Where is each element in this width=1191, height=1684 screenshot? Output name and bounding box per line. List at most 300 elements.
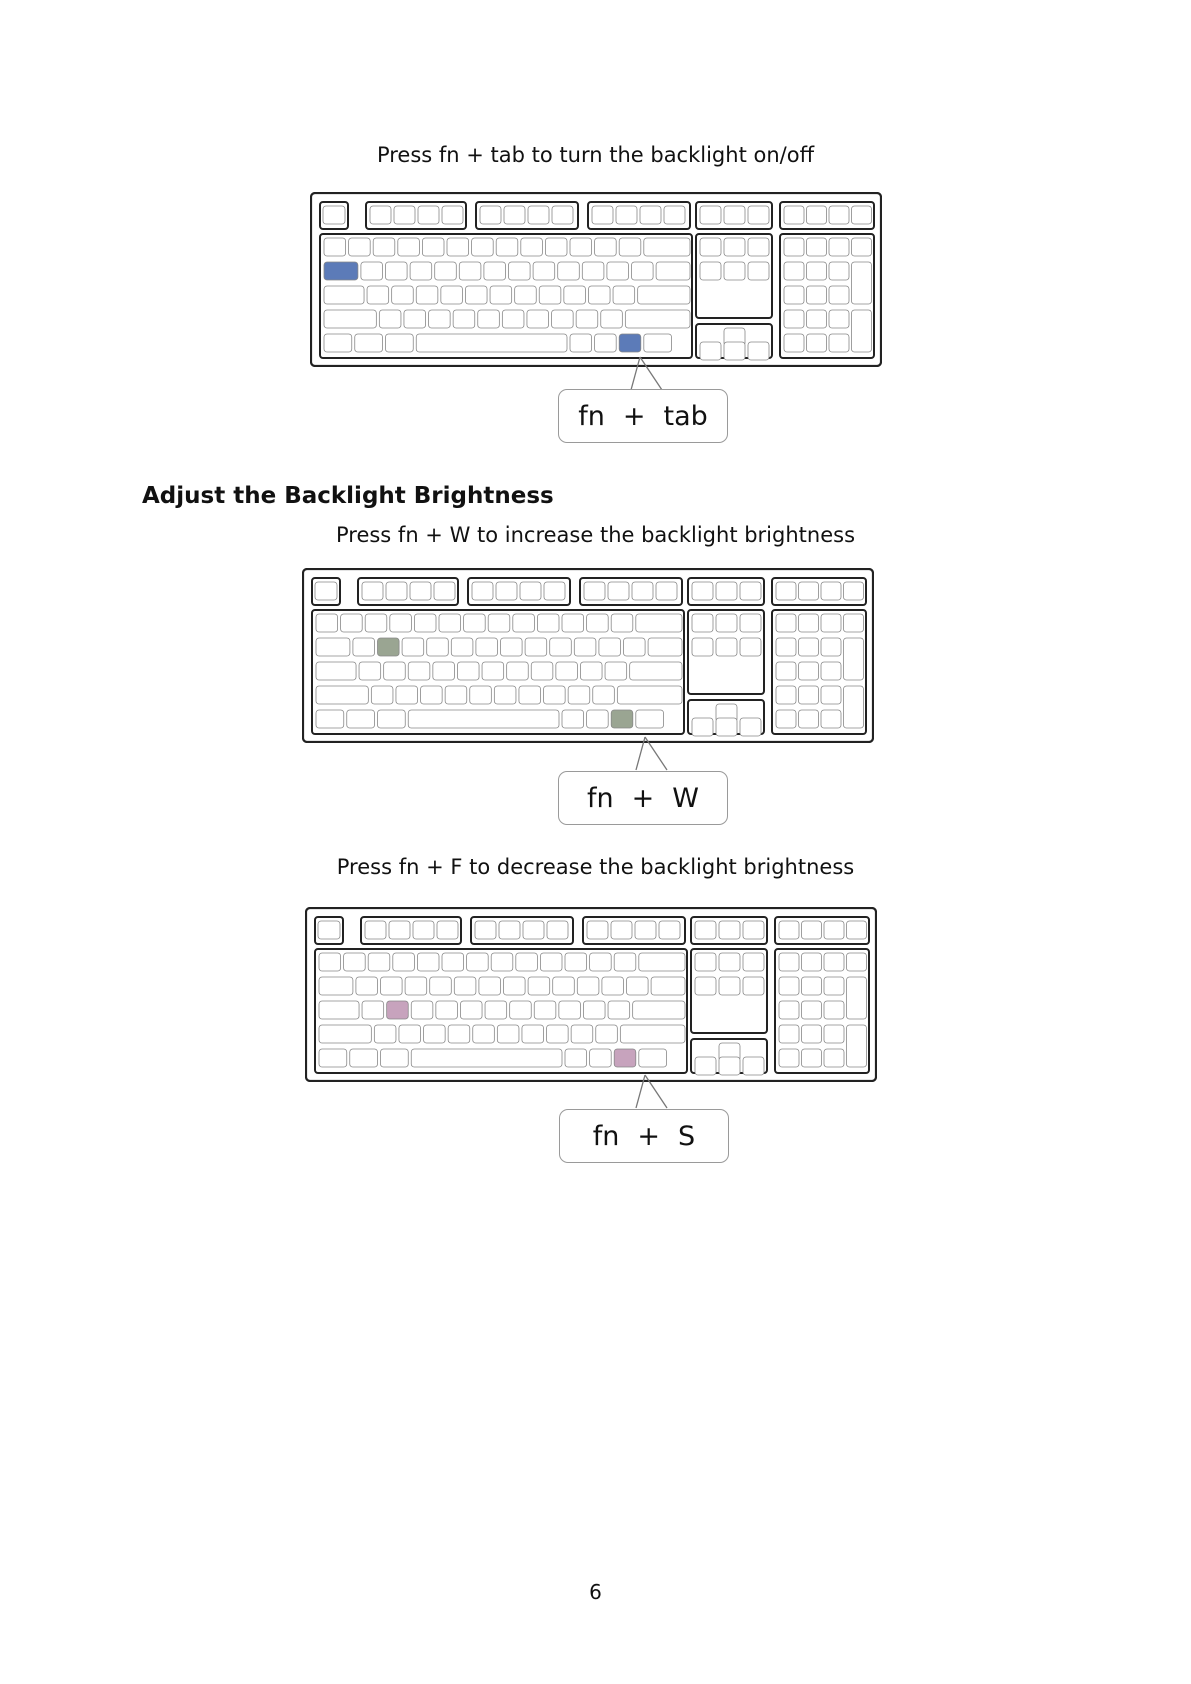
- key-x: [399, 1025, 421, 1043]
- key-down: [719, 1057, 740, 1075]
- key-n11: [719, 977, 740, 995]
- key-f9: [592, 206, 613, 224]
- numpad-key: [802, 977, 822, 995]
- key-combo-callout-fn-s: [559, 1109, 729, 1163]
- numpad-key: [799, 686, 819, 704]
- key-.: [571, 1025, 593, 1043]
- numpad-key: [776, 662, 796, 680]
- key-f12: [659, 921, 680, 939]
- key-l: [559, 1001, 581, 1019]
- key-fn: [611, 710, 633, 728]
- key-f1: [370, 206, 391, 224]
- numpad-key: [852, 262, 872, 304]
- key-f1: [365, 921, 386, 939]
- key-7: [491, 953, 513, 971]
- key-f11: [635, 921, 656, 939]
- combo-key-fn: fn: [578, 400, 605, 432]
- numpad-key: [802, 1001, 822, 1019]
- key-enter: [638, 286, 690, 304]
- numpad-key: [799, 662, 819, 680]
- key-f11: [640, 206, 661, 224]
- key-down: [724, 342, 745, 360]
- key-f1: [362, 582, 383, 600]
- key-rcontrol: [644, 334, 672, 352]
- key-roption: [595, 334, 617, 352]
- numpad-key: [847, 1025, 867, 1067]
- key-4: [422, 238, 444, 256]
- key-`: [324, 238, 346, 256]
- key-f5: [480, 206, 501, 224]
- key-s: [392, 286, 414, 304]
- numpad-key: [844, 638, 864, 680]
- key-tab: [319, 977, 353, 995]
- key-m: [527, 310, 549, 328]
- key-v: [453, 310, 475, 328]
- key-b: [473, 1025, 495, 1043]
- numpad-key: [779, 1049, 799, 1067]
- key-m1: [807, 206, 827, 224]
- key-8: [521, 238, 543, 256]
- key-n10: [695, 977, 716, 995]
- key-8: [516, 953, 538, 971]
- combo-plus: +: [631, 782, 655, 814]
- caption-backlight-toggle: Press fn + tab to turn the backlight on/off: [376, 143, 815, 167]
- numpad-key: [852, 238, 872, 256]
- key-0: [565, 953, 587, 971]
- key-c: [429, 310, 451, 328]
- numpad-key: [821, 686, 841, 704]
- key-;: [583, 1001, 605, 1019]
- key-]: [624, 638, 646, 656]
- key-backspace: [644, 238, 690, 256]
- key-p: [577, 977, 599, 995]
- key-rcmd: [562, 710, 584, 728]
- key-f10: [608, 582, 629, 600]
- key-l: [564, 286, 586, 304]
- key-t: [451, 638, 473, 656]
- numpad-key: [824, 977, 844, 995]
- key-;: [580, 662, 602, 680]
- numpad-key: [784, 262, 804, 280]
- key-n01: [724, 238, 745, 256]
- callout-connector: [620, 355, 670, 391]
- key-;: [588, 286, 610, 304]
- key-down: [716, 718, 737, 736]
- key-0: [562, 614, 584, 632]
- key-9: [545, 238, 567, 256]
- key-o: [553, 977, 575, 995]
- key-r: [430, 977, 452, 995]
- key-,: [547, 1025, 569, 1043]
- key-f11: [632, 582, 653, 600]
- key-cmd: [386, 334, 414, 352]
- key-4: [417, 953, 439, 971]
- key-tab: [324, 262, 358, 280]
- key-rcontrol: [639, 1049, 667, 1067]
- key-[: [607, 262, 629, 280]
- numpad-key: [799, 638, 819, 656]
- key-': [605, 662, 627, 680]
- numpad-key: [829, 334, 849, 352]
- key-control: [316, 710, 344, 728]
- key-esc: [315, 582, 337, 600]
- key-m3: [844, 582, 864, 600]
- combo-key-fn: fn: [587, 782, 614, 814]
- key-z: [371, 686, 393, 704]
- key-p1: [724, 206, 745, 224]
- key-n00: [700, 238, 721, 256]
- numpad-key: [829, 286, 849, 304]
- key-=: [619, 238, 641, 256]
- key-roption: [590, 1049, 612, 1067]
- key-m: [519, 686, 541, 704]
- key--: [587, 614, 609, 632]
- numpad-key: [776, 710, 796, 728]
- key-u: [501, 638, 523, 656]
- numpad-key: [807, 334, 827, 352]
- numpad-key: [779, 1001, 799, 1019]
- key-u: [509, 262, 531, 280]
- key-3: [393, 953, 415, 971]
- key-q: [356, 977, 378, 995]
- key-combo-callout-fn-tab: [558, 389, 728, 443]
- key-t: [454, 977, 476, 995]
- key-esc: [318, 921, 340, 939]
- key-2: [368, 953, 390, 971]
- key-f5: [472, 582, 493, 600]
- key-5: [439, 614, 461, 632]
- key-9: [537, 614, 559, 632]
- numpad-key: [784, 286, 804, 304]
- key-d: [416, 286, 438, 304]
- key-enter: [633, 1001, 685, 1019]
- key-g: [460, 1001, 482, 1019]
- key-p2: [748, 206, 769, 224]
- combo-key-tab: tab: [663, 400, 708, 432]
- key-f12: [664, 206, 685, 224]
- key-f2: [389, 921, 410, 939]
- key-=: [611, 614, 633, 632]
- key-e: [402, 638, 424, 656]
- key-backspace: [639, 953, 685, 971]
- key-f8: [544, 582, 565, 600]
- key-/: [593, 686, 615, 704]
- key-f3: [410, 582, 431, 600]
- key-n02: [740, 614, 761, 632]
- key-p2: [740, 582, 761, 600]
- numpad-key: [799, 614, 819, 632]
- key-p0: [700, 206, 721, 224]
- numpad-key: [821, 710, 841, 728]
- key-v: [448, 1025, 470, 1043]
- key-rshift: [620, 1025, 685, 1043]
- key-f3: [413, 921, 434, 939]
- numpad-key: [779, 977, 799, 995]
- key-r: [427, 638, 449, 656]
- key-n11: [716, 638, 737, 656]
- key-control: [324, 334, 352, 352]
- key-m3: [852, 206, 872, 224]
- keyboard-svg: [310, 192, 882, 367]
- key-a: [359, 662, 381, 680]
- key-option: [347, 710, 375, 728]
- key-right: [748, 342, 769, 360]
- numpad-key: [824, 1049, 844, 1067]
- key-2: [365, 614, 387, 632]
- numpad-key: [776, 638, 796, 656]
- key-rcontrol: [636, 710, 664, 728]
- key-b: [470, 686, 492, 704]
- key-w: [378, 638, 400, 656]
- key-9: [540, 953, 562, 971]
- key-m: [522, 1025, 544, 1043]
- key-i: [528, 977, 550, 995]
- key-f7: [528, 206, 549, 224]
- key-z: [379, 310, 401, 328]
- key-7: [496, 238, 518, 256]
- key-p1: [716, 582, 737, 600]
- key-rshift: [625, 310, 690, 328]
- key-d: [408, 662, 430, 680]
- key-h: [490, 286, 512, 304]
- key-shift: [316, 686, 368, 704]
- key-n01: [716, 614, 737, 632]
- key-f7: [520, 582, 541, 600]
- key-f2: [394, 206, 415, 224]
- key-3: [398, 238, 420, 256]
- key-y: [484, 262, 506, 280]
- keyboard-diagram-toggle: [310, 192, 882, 367]
- key-j: [515, 286, 537, 304]
- key-space: [411, 1049, 562, 1067]
- key-n: [494, 686, 516, 704]
- key-n00: [695, 953, 716, 971]
- key-h: [482, 662, 504, 680]
- key-f4: [434, 582, 455, 600]
- key-0: [570, 238, 592, 256]
- key-space: [408, 710, 559, 728]
- key-j: [510, 1001, 532, 1019]
- key-5: [447, 238, 469, 256]
- key-f6: [504, 206, 525, 224]
- key-n11: [724, 262, 745, 280]
- key-left: [692, 718, 713, 736]
- callout-connector: [625, 1073, 675, 1109]
- key-shift: [319, 1025, 371, 1043]
- key-right: [743, 1057, 764, 1075]
- numpad-key: [821, 614, 841, 632]
- key-a: [362, 1001, 384, 1019]
- key-right: [740, 718, 761, 736]
- key-]: [632, 262, 654, 280]
- key-f12: [656, 582, 677, 600]
- numpad-key: [821, 662, 841, 680]
- key-\: [651, 977, 685, 995]
- numpad-key: [829, 238, 849, 256]
- key-rcmd: [565, 1049, 587, 1067]
- numpad-key: [807, 310, 827, 328]
- key-f8: [552, 206, 573, 224]
- key-.: [576, 310, 598, 328]
- key-u: [504, 977, 526, 995]
- key-[: [602, 977, 624, 995]
- key-\: [656, 262, 690, 280]
- key-f6: [499, 921, 520, 939]
- numpad-key: [824, 953, 844, 971]
- numpad-key: [784, 310, 804, 328]
- numpad-key: [844, 614, 864, 632]
- key-n10: [692, 638, 713, 656]
- key-f9: [587, 921, 608, 939]
- key-6: [472, 238, 494, 256]
- key-f4: [437, 921, 458, 939]
- key-f: [433, 662, 455, 680]
- key-f3: [418, 206, 439, 224]
- key-,: [544, 686, 566, 704]
- key-p1: [719, 921, 740, 939]
- key-4: [414, 614, 436, 632]
- combo-plus: +: [622, 400, 646, 432]
- key-v: [445, 686, 467, 704]
- numpad-key: [852, 310, 872, 352]
- key-/: [601, 310, 623, 328]
- key-n00: [692, 614, 713, 632]
- key-y: [479, 977, 501, 995]
- key-8: [513, 614, 535, 632]
- key-j: [507, 662, 529, 680]
- key-z: [374, 1025, 396, 1043]
- combo-key-s: S: [678, 1120, 696, 1152]
- key-6: [467, 953, 489, 971]
- numpad-key: [844, 686, 864, 728]
- key-space: [416, 334, 567, 352]
- key-control: [319, 1049, 347, 1067]
- key-l: [556, 662, 578, 680]
- key-w: [381, 977, 403, 995]
- key-6: [464, 614, 486, 632]
- key-k: [531, 662, 553, 680]
- numpad-key: [802, 1049, 822, 1067]
- key-x: [404, 310, 426, 328]
- key-y: [476, 638, 498, 656]
- key-m3: [847, 921, 867, 939]
- key-m2: [829, 206, 849, 224]
- numpad-key: [776, 686, 796, 704]
- numpad-key: [807, 286, 827, 304]
- numpad-key: [807, 238, 827, 256]
- key-combo-callout-fn-w: [558, 771, 728, 825]
- key-e: [405, 977, 427, 995]
- key-left: [700, 342, 721, 360]
- key-=: [614, 953, 636, 971]
- key-`: [316, 614, 338, 632]
- key-e: [410, 262, 432, 280]
- key-f5: [475, 921, 496, 939]
- key-`: [319, 953, 341, 971]
- numpad-key: [776, 614, 796, 632]
- key-left: [695, 1057, 716, 1075]
- key-rcmd: [570, 334, 592, 352]
- key-n12: [743, 977, 764, 995]
- numpad-key: [779, 1025, 799, 1043]
- key-m2: [821, 582, 841, 600]
- keyboard-svg: [302, 568, 874, 743]
- key-m2: [824, 921, 844, 939]
- key-caps-lock: [316, 662, 356, 680]
- key-1: [344, 953, 366, 971]
- key-a: [367, 286, 389, 304]
- key-w: [386, 262, 408, 280]
- keyboard-diagram-increase: [302, 568, 874, 743]
- key-5: [442, 953, 464, 971]
- key-f10: [611, 921, 632, 939]
- numpad-key: [802, 953, 822, 971]
- key-f9: [584, 582, 605, 600]
- key-n: [497, 1025, 519, 1043]
- key-\: [648, 638, 682, 656]
- key-n02: [743, 953, 764, 971]
- key-n12: [740, 638, 761, 656]
- key-p: [574, 638, 596, 656]
- key-enter: [630, 662, 682, 680]
- key-m1: [802, 921, 822, 939]
- key-c: [421, 686, 443, 704]
- numpad-key: [829, 262, 849, 280]
- key-f: [436, 1001, 458, 1019]
- key-/: [596, 1025, 618, 1043]
- numpad-key: [784, 334, 804, 352]
- key-': [613, 286, 635, 304]
- combo-key-w: W: [672, 782, 699, 814]
- key-h: [485, 1001, 507, 1019]
- caption-decrease-brightness: Press fn + F to decrease the backlight brightness: [336, 855, 855, 879]
- key-option: [350, 1049, 378, 1067]
- numpad-key: [824, 1025, 844, 1043]
- key--: [590, 953, 612, 971]
- key-1: [341, 614, 363, 632]
- key-f7: [523, 921, 544, 939]
- key-': [608, 1001, 630, 1019]
- key-p2: [743, 921, 764, 939]
- key-m0: [784, 206, 804, 224]
- key-cmd: [381, 1049, 409, 1067]
- numpad-key: [824, 1001, 844, 1019]
- section-heading: Adjust the Backlight Brightness: [142, 483, 554, 509]
- key-m0: [779, 921, 799, 939]
- key-2: [373, 238, 395, 256]
- key-g: [457, 662, 479, 680]
- key-n01: [719, 953, 740, 971]
- combo-key-fn: fn: [592, 1120, 620, 1152]
- key-,: [552, 310, 574, 328]
- key-i: [533, 262, 555, 280]
- key-d: [411, 1001, 433, 1019]
- key-fn: [619, 334, 641, 352]
- key-f10: [616, 206, 637, 224]
- key-g: [465, 286, 487, 304]
- key-fn: [614, 1049, 636, 1067]
- numpad-key: [847, 953, 867, 971]
- key-3: [390, 614, 412, 632]
- key-]: [627, 977, 649, 995]
- key-b: [478, 310, 500, 328]
- numpad-key: [821, 638, 841, 656]
- numpad-key: [799, 710, 819, 728]
- page-number: 6: [589, 1580, 602, 1604]
- key-.: [568, 686, 590, 704]
- key-o: [558, 262, 580, 280]
- key-7: [488, 614, 510, 632]
